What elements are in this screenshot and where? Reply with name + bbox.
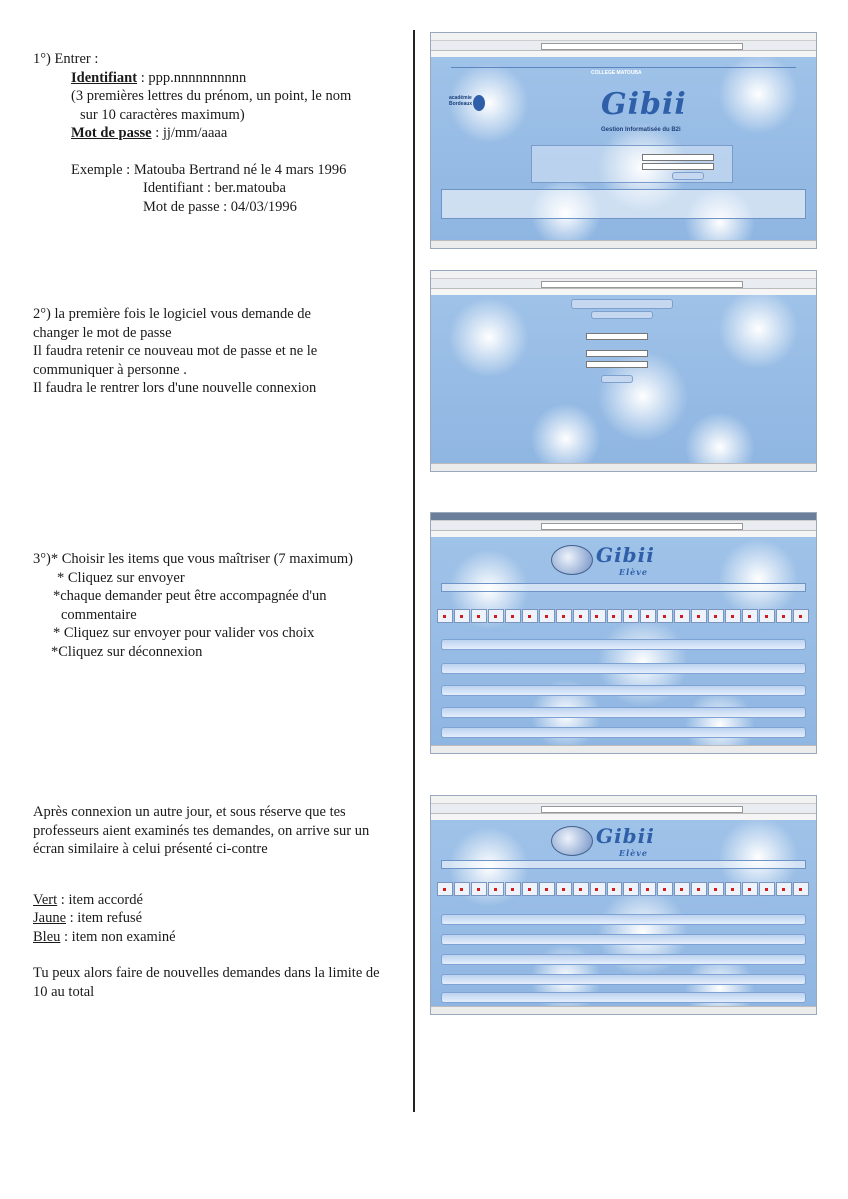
section-4-line-2: professeurs aient examinés tes demandes, on arrive sur un [33, 822, 370, 839]
section-2-line-3: Il faudra retenir ce nouveau mot de passe et ne le [33, 343, 318, 359]
banner [441, 860, 806, 869]
item-row[interactable] [441, 992, 806, 1003]
section-2-line-4: communiquer à personne . [33, 361, 187, 378]
gibii-eleve-logo: Gibii [596, 824, 655, 848]
example-line-1: Exemple : Matouba Bertrand né le 4 mars 1996 [71, 161, 347, 178]
section-3-line-4: commentaire [61, 606, 137, 623]
section-1 [33, 50, 351, 216]
screenshot-login [430, 32, 817, 249]
section-3-line-6: *Cliquez sur déconnexion [51, 643, 203, 660]
section-3 [33, 550, 353, 661]
password-format: : jj/mm/aaaa [151, 125, 228, 141]
section-2 [33, 305, 317, 398]
screenshot-change-password [430, 270, 817, 472]
legend-jaune-text: : item refusé [66, 910, 143, 926]
gibii-subtitle: Gestion Informatisée du B2i [601, 127, 681, 133]
item-grid [437, 609, 810, 623]
password-header [571, 299, 673, 309]
mascot-icon [551, 545, 593, 575]
item-row[interactable] [441, 974, 806, 985]
mascot-icon [551, 826, 593, 856]
legend-vert-text: : item accordé [57, 891, 143, 908]
password-label: Mot de passe [71, 125, 152, 141]
eleve-label: Elève [619, 567, 648, 577]
screenshot-results [430, 795, 817, 1015]
item-row[interactable] [441, 707, 806, 718]
old-password-field[interactable] [586, 333, 648, 340]
eleve-label: Elève [619, 848, 648, 858]
section-1-heading: 1°) Entrer : [33, 51, 99, 67]
college-name: COLLEGE MATOUBA [591, 70, 642, 76]
password-subheader [591, 311, 653, 319]
item-row[interactable] [441, 727, 806, 738]
screenshot-items [430, 512, 817, 754]
legend-bleu-label: Bleu [33, 928, 61, 945]
item-row[interactable] [441, 934, 806, 945]
column-divider [413, 30, 415, 1112]
identifiant-field[interactable] [642, 154, 714, 161]
item-row[interactable] [441, 663, 806, 674]
new-password-field[interactable] [586, 350, 648, 357]
section-2-line-1: 2°) la première fois le logiciel vous demande de [33, 306, 311, 322]
login-box [531, 145, 733, 183]
identifiant-format: : ppp.nnnnnnnnnn [137, 69, 247, 86]
legend-vert-label: Vert [33, 891, 58, 908]
identifiant-label: Identifiant [71, 69, 138, 86]
section-2-line-2: changer le mot de passe [33, 324, 172, 341]
legend-jaune-label: Jaune [33, 910, 67, 926]
item-row[interactable] [441, 639, 806, 650]
identifiant-hint-1: (3 premières lettres du prénom, un point, le nom [71, 88, 352, 104]
section-4-line-3: écran similaire à celui présenté ci-contre [33, 841, 268, 857]
login-button[interactable] [672, 172, 704, 180]
identifiant-hint-2: sur 10 caractères maximum) [80, 106, 245, 123]
example-line-3: Mot de passe : 04/03/1996 [143, 198, 297, 215]
section-2-line-5: Il faudra le rentrer lors d'une nouvelle connexion [33, 380, 317, 396]
example-line-2: Identifiant : ber.matouba [143, 180, 286, 196]
section-3-line-5: * Cliquez sur envoyer pour valider vos choix [53, 625, 315, 641]
section-3-line-3: *chaque demander peut être accompagnée d'un [53, 588, 327, 604]
confirm-password-field[interactable] [586, 361, 648, 368]
section-4 [33, 803, 380, 1001]
password-field[interactable] [642, 163, 714, 170]
info-banner [441, 189, 806, 219]
item-row[interactable] [441, 914, 806, 925]
legend-bleu-text: : item non examiné [60, 928, 176, 945]
gibii-logo: Gibii [601, 87, 687, 122]
section-4-final-1: Tu peux alors faire de nouvelles demandes dans la limite de [33, 965, 380, 981]
section-4-final-2: 10 au total [33, 983, 95, 1000]
item-grid [437, 882, 810, 896]
academy-logo: académie Bordeaux [449, 95, 485, 123]
validate-button[interactable] [601, 375, 633, 383]
item-row[interactable] [441, 685, 806, 696]
item-row[interactable] [441, 954, 806, 965]
section-3-line-2: * Cliquez sur envoyer [57, 569, 185, 586]
section-3-line-1: 3°)* Choisir les items que vous maîtriser (7 maximum) [33, 551, 353, 567]
gibii-eleve-logo: Gibii [596, 543, 655, 567]
banner [441, 583, 806, 592]
section-4-line-1: Après connexion un autre jour, et sous réserve que tes [33, 804, 346, 820]
